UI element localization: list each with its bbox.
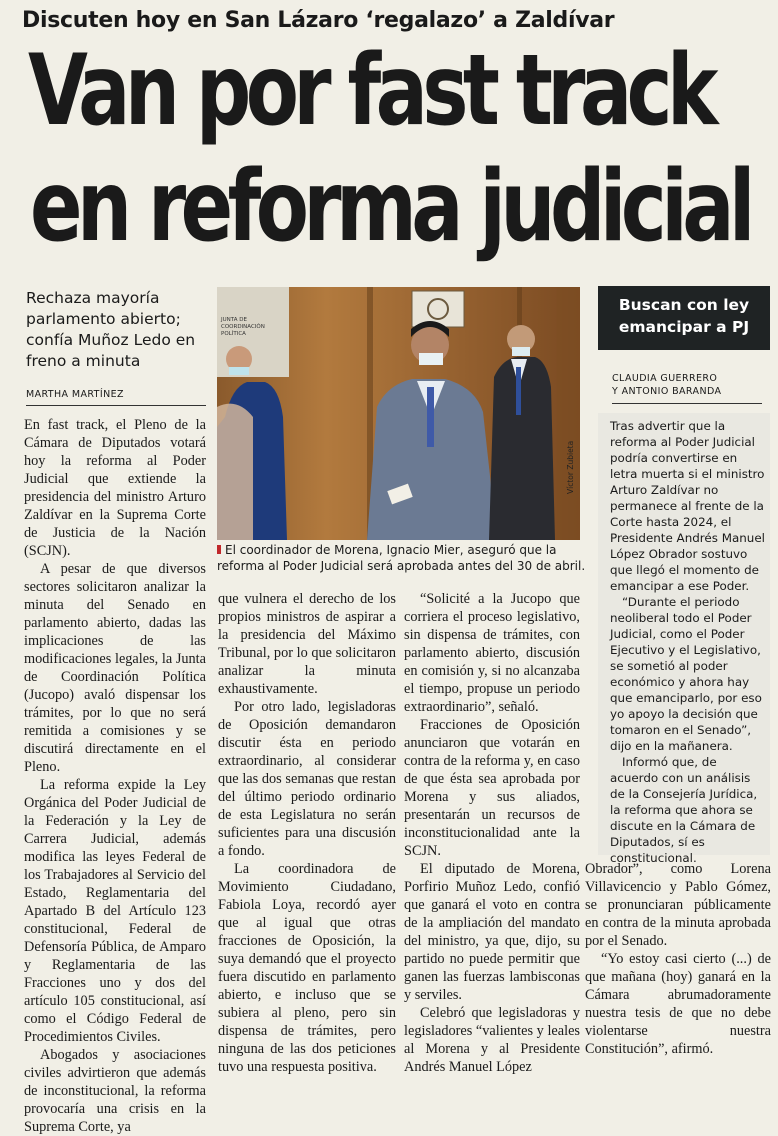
paragraph: Celebró que legisladoras y legisladores “valientes y leales al Morena y al Presidente Andrés Manuel López [404,1005,580,1075]
sidebar-paragraph: Informó que, de acuerdo con un análisis de la Consejería Jurídica, la reforma que ahora se discute en la Cámara de Diputados, sí es constitucional. [610,755,758,865]
article-column-2 [218,590,396,1076]
sign-text: JUNTA DE COORDINACIÓN POLÍTICA [221,317,265,337]
sidebar-byline [612,372,721,398]
byline: MARTHA MARTÍNEZ [26,389,124,400]
paragraph: A pesar de que diversos sectores solicitaron analizar la minuta del Senado en parlamento abierto, dadas las implicaciones de las modificaciones legales, la Junta de Coordinación Política (Jucopo) avaló dispensar los trámites, por lo que no será remitida a comisiones y se discutirá directamente en el Pleno. [24,561,206,775]
caption-marker [217,545,221,554]
headline-line-1: Van por fast track [28,34,713,148]
paragraph: que vulnera el derecho de los propios ministros de aspirar a la presidencia del Máximo Tribunal, por lo que solicitaron analizar la minuta exhaustivamente. [218,591,396,697]
sidebar-byline-rule [612,403,762,404]
sidebar-title: Buscan con ley emancipar a PJ [618,296,750,336]
paragraph: Fracciones de Oposición anunciaron que votarán en contra de la reforma y, en caso de que ésta sea aprobada por Morena y sus aliados, presentarán un recursos de inconstitucionalidad ante la SCJN. [404,717,580,859]
photo-credit: Víctor Zubieta [566,440,575,494]
sidebar-text [610,418,766,866]
kicker: Discuten hoy en San Lázaro ‘regalazo’ a Zaldívar [22,8,615,33]
article-column-1 [24,416,206,1136]
caption-text: El coordinador de Morena, Ignacio Mier, aseguró que la reforma al Poder Judicial será aprobada antes del 30 de abril. [217,543,586,573]
paragraph: La coordinadora de Movimiento Ciudadano, Fabiola Loya, recordó ayer que al igual que otras fracciones de Oposición, la suya demandó que el proyecto fuera discutido en parlamento abierto, e incluso que se subiera al pleno, pero sin dispensa de trámites, pero ninguna de las dos peticiones tuvo una respuesta positiva. [218,861,396,1075]
article-column-4 [585,860,771,1058]
paragraph: El diputado de Morena, Porfirio Muñoz Ledo, confió que ganará el voto en contra de la ampliación del mandato del ministro, ya que, dijo, su partido no puede permitir que ganen las fuerzas lambisconas y serviles. [404,861,580,1003]
headline-line-2: en reforma judicial [30,150,750,264]
paragraph: “Solicité a la Jucopo que corriera el proceso legislativo, sin dispensa de trámites, con parlamento abierto, discusión en comisión y, si no alcanzaba el tiempo, propuse un periodo extraordinario”, señaló. [404,591,580,715]
news-photo [217,287,580,540]
paragraph: La reforma expide la Ley Orgánica del Poder Judicial de la Federación y la Ley de Carrera Judicial, además modifica las leyes Federal de los Trabajadores al Servicio del Estado, Reglamentaria del Apartado B del Artículo 123 constitucional, Federal de Defensoría Pública, de Amparo y Reglamentaria de las Fracciones uno y dos del artículo 105 constitucional, así como el Código Federal de Procedimientos Civiles. [24,777,206,1045]
deck: Rechaza mayoría parlamento abierto; confía Muñoz Ledo en freno a minuta [26,289,196,370]
paragraph: Abogados y asociaciones civiles advirtieron que además de inconstitucional, la reforma provocaría una crisis en la Suprema Corte, ya [24,1047,206,1135]
sidebar-byline-1: CLAUDIA GUERRERO [612,373,718,384]
byline-rule [26,405,206,406]
sidebar-title-box [598,286,770,350]
paragraph: Obrador”, como Lorena Villavicencio y Pablo Gómez, se pronunciaran públicamente en contra de la minuta aprobada por el Senado. [585,861,771,949]
sidebar-byline-2: Y ANTONIO BARANDA [612,386,722,397]
sidebar-paragraph: “Durante el periodo neoliberal todo el Poder Judicial, como el Poder Ejecutivo y el Legislativo, se sometió al poder económico y ahora hay que emanciparlo, por eso yo apoyo la decisión que tomaron en el Senado”, dijo en la mañanera. [610,595,762,753]
paragraph: “Yo estoy casi cierto (...) de que mañana (hoy) ganará en la Cámara abrumadoramente nuestra tesis de que no debe violentarse nuestra Constitución”, afirmó. [585,951,771,1057]
paragraph: En fast track, el Pleno de la Cámara de Diputados votará hoy la reforma al Poder Judicial que extiende la presidencia del ministro Arturo Zaldívar en la Suprema Corte de Justicia de la Nación (SCJN). [24,417,206,559]
article-column-3 [404,590,580,1076]
photo-caption [217,542,587,574]
sidebar-paragraph: Tras advertir que la reforma al Poder Judicial podría convertirse en letra muerta si el ministro Arturo Zaldívar no permanece al frente de la Corte hasta 2024, el Presidente Andrés Manuel López Obrador sostuvo que llegó el momento de emancipar a ese Poder. [610,419,765,593]
paragraph: Por otro lado, legisladoras de Oposición demandaron discutir ésta en periodo extraordinario, al considerar que las dos semanas que restan del último periodo ordinario de esta Legislatura no serán suficientes para una discusión a fondo. [218,699,396,859]
